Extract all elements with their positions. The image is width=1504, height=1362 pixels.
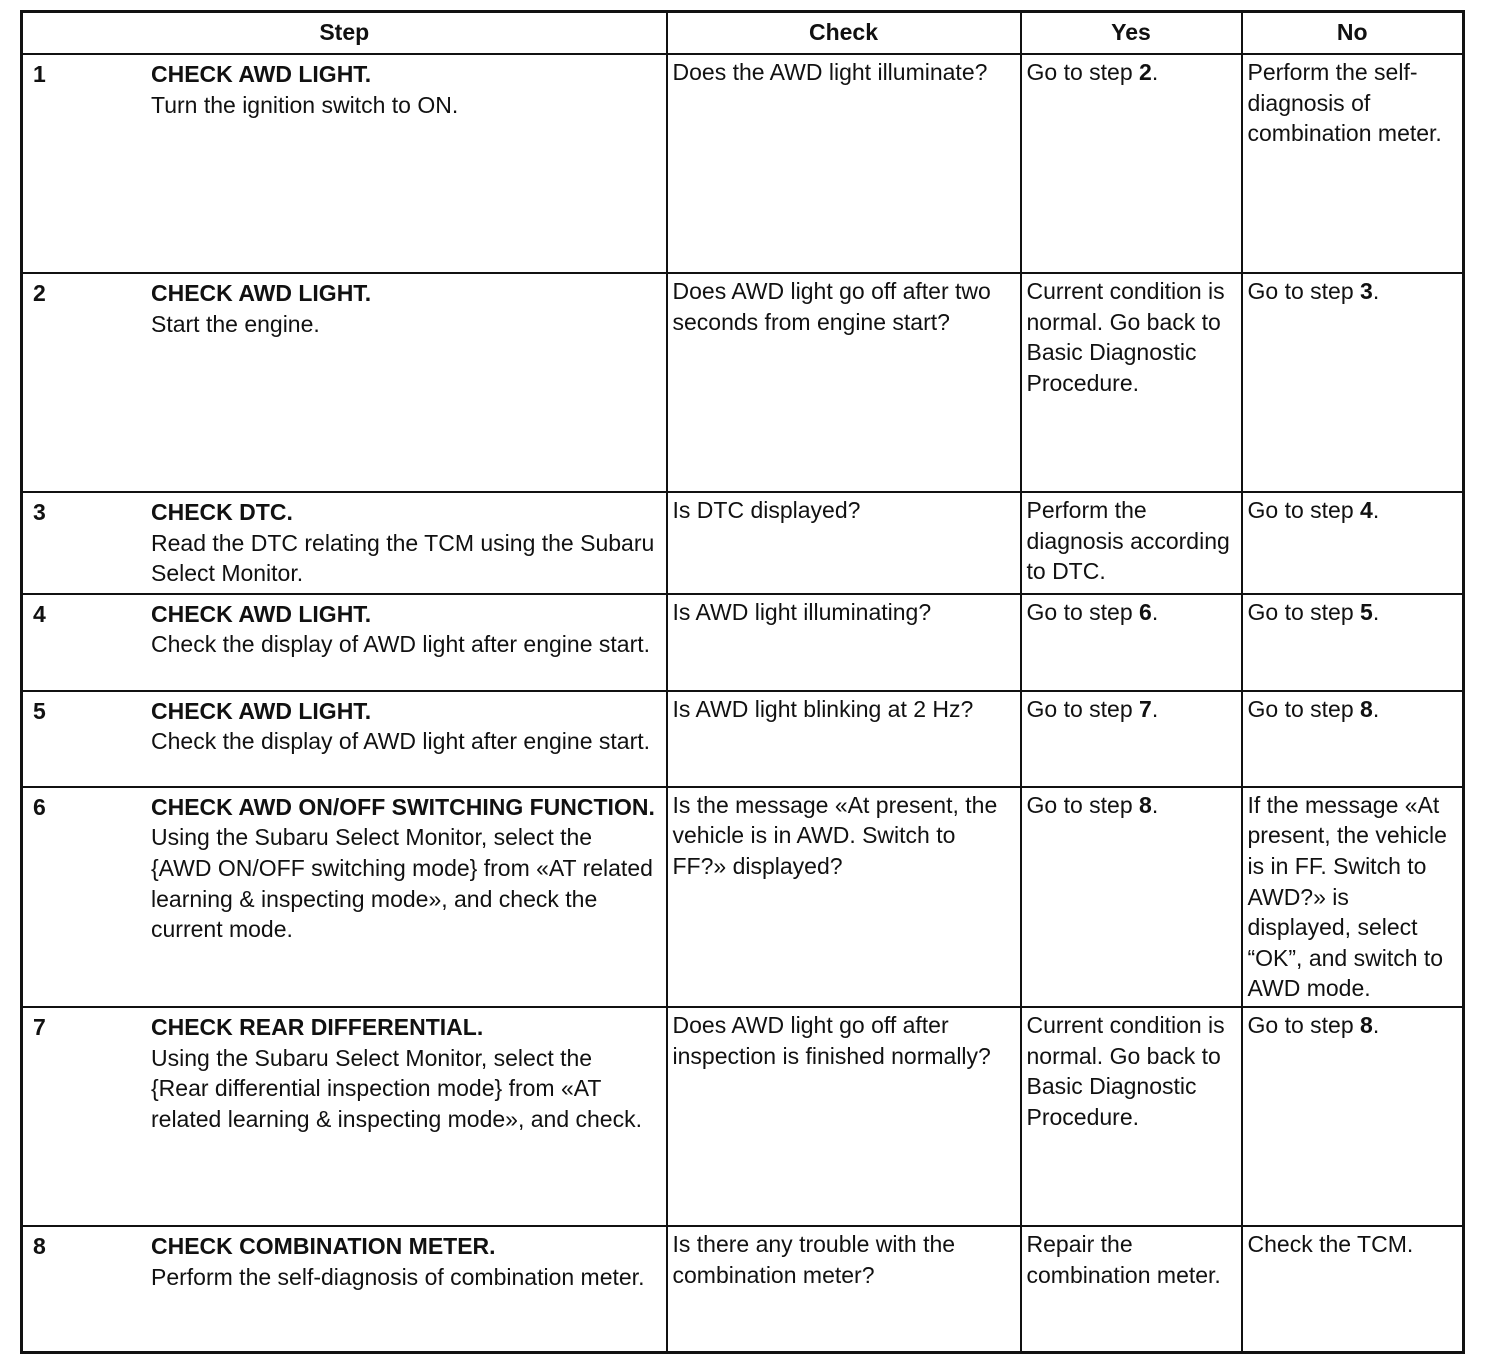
step-number: 7 — [33, 1013, 46, 1040]
no-cell — [1242, 492, 1464, 594]
yes-text: Go to step — [1026, 598, 1140, 625]
step-description: Check the display of AWD light after engine start. — [151, 631, 651, 658]
no-suffix: . — [1372, 1011, 1380, 1038]
table-row — [22, 492, 1464, 594]
yes-text: Repair the combination meter. — [1026, 1230, 1221, 1288]
step-cell — [22, 1226, 667, 1353]
yes-cell — [1021, 594, 1242, 691]
check-cell: Does AWD light go off after two seconds from engine start? — [667, 273, 1021, 492]
step-description: Using the Subaru Select Monitor, select the {Rear differential inspection mode} from «AT related learning & inspecting mode», and check. — [151, 1044, 642, 1132]
header-yes: Yes — [1021, 12, 1242, 55]
step-number: 4 — [33, 600, 46, 627]
step-title: CHECK AWD LIGHT. — [151, 280, 372, 306]
table-body — [22, 54, 1464, 1353]
no-step-ref: 8 — [1360, 1011, 1373, 1038]
no-cell — [1242, 691, 1464, 787]
step-cell — [22, 492, 667, 594]
no-text: Go to step — [1247, 1011, 1361, 1038]
check-cell: Is the message «At present, the vehicle is in AWD. Switch to FF?» displayed? — [667, 787, 1021, 1007]
no-cell — [1242, 594, 1464, 691]
yes-text: Go to step — [1026, 695, 1140, 722]
yes-cell — [1021, 691, 1242, 787]
yes-text: Current condition is normal. Go back to Basic Diagnostic Procedure. — [1026, 1011, 1225, 1130]
step-number: 2 — [33, 280, 46, 306]
step-description: Read the DTC relating the TCM using the Subaru Select Monitor. — [151, 529, 655, 587]
table-row — [22, 787, 1464, 1007]
step-description: Using the Subaru Select Monitor, select the {AWD ON/OFF switching mode} from «AT related learning & inspecting mode», and check the current mode. — [151, 824, 653, 943]
step-title: CHECK COMBINATION METER. — [151, 1232, 496, 1259]
yes-step-ref: 6 — [1139, 598, 1152, 625]
table-row — [22, 594, 1464, 691]
table-row — [22, 1226, 1464, 1353]
check-cell: Does the AWD light illuminate? — [667, 54, 1021, 273]
no-text: If the message «At present, the vehicle is in FF. Switch to AWD?» is displayed, select “OK”, and switch to AWD mode. — [1247, 791, 1447, 1002]
yes-suffix: . — [1151, 59, 1159, 85]
header-step: Step — [22, 12, 667, 55]
no-suffix: . — [1372, 695, 1380, 722]
step-number: 1 — [33, 61, 46, 87]
no-cell — [1242, 273, 1464, 492]
yes-step-ref: 2 — [1139, 59, 1152, 85]
step-description: Turn the ignition switch to ON. — [151, 91, 459, 118]
step-description: Start the engine. — [151, 310, 320, 337]
yes-text: Go to step — [1026, 791, 1140, 818]
header-row — [22, 12, 1464, 55]
yes-text: Perform the diagnosis according to DTC. — [1026, 497, 1230, 585]
diagnostic-table — [20, 10, 1465, 1354]
no-cell — [1242, 787, 1464, 1007]
no-text: Go to step — [1247, 278, 1361, 304]
yes-text: Current condition is normal. Go back to Basic Diagnostic Procedure. — [1026, 278, 1225, 396]
header-check: Check — [667, 12, 1021, 55]
yes-step-ref: 8 — [1139, 791, 1152, 818]
yes-cell — [1021, 492, 1242, 594]
check-cell: Is AWD light blinking at 2 Hz? — [667, 691, 1021, 787]
no-suffix: . — [1372, 497, 1380, 523]
step-cell — [22, 1007, 667, 1226]
step-cell — [22, 691, 667, 787]
step-number: 6 — [33, 793, 46, 820]
no-suffix: . — [1372, 598, 1380, 625]
yes-cell — [1021, 273, 1242, 492]
yes-step-ref: 7 — [1139, 695, 1152, 722]
table-row — [22, 273, 1464, 492]
check-cell: Is AWD light illuminating? — [667, 594, 1021, 691]
table-row — [22, 691, 1464, 787]
no-text: Go to step — [1247, 695, 1361, 722]
no-text: Go to step — [1247, 598, 1361, 625]
step-cell — [22, 54, 667, 273]
no-step-ref: 8 — [1360, 695, 1373, 722]
step-title: CHECK AWD LIGHT. — [151, 697, 372, 724]
yes-cell — [1021, 1007, 1242, 1226]
step-title: CHECK REAR DIFFERENTIAL. — [151, 1013, 484, 1040]
check-cell: Is there any trouble with the combination meter? — [667, 1226, 1021, 1353]
step-cell — [22, 273, 667, 492]
no-step-ref: 5 — [1360, 598, 1373, 625]
no-step-ref: 3 — [1360, 278, 1373, 304]
step-cell — [22, 594, 667, 691]
step-description: Check the display of AWD light after engine start. — [151, 728, 651, 755]
no-step-ref: 4 — [1360, 497, 1373, 523]
step-description: Perform the self-diagnosis of combination meter. — [151, 1263, 645, 1290]
no-text: Perform the self-diagnosis of combination meter. — [1247, 59, 1442, 147]
step-number: 8 — [33, 1232, 46, 1259]
no-text: Go to step — [1247, 497, 1361, 523]
header-no: No — [1242, 12, 1464, 55]
no-cell — [1242, 1226, 1464, 1353]
check-cell: Is DTC displayed? — [667, 492, 1021, 594]
no-cell — [1242, 54, 1464, 273]
yes-suffix: . — [1151, 695, 1159, 722]
check-cell: Does AWD light go off after inspection is finished normally? — [667, 1007, 1021, 1226]
table-row — [22, 1007, 1464, 1226]
step-title: CHECK AWD LIGHT. — [151, 600, 372, 627]
yes-cell — [1021, 1226, 1242, 1353]
yes-cell — [1021, 787, 1242, 1007]
yes-suffix: . — [1151, 791, 1159, 818]
yes-text: Go to step — [1026, 59, 1140, 85]
no-cell — [1242, 1007, 1464, 1226]
step-number: 5 — [33, 697, 46, 724]
no-suffix: . — [1372, 278, 1380, 304]
yes-cell — [1021, 54, 1242, 273]
step-title: CHECK DTC. — [151, 499, 293, 525]
no-text: Check the TCM. — [1247, 1230, 1414, 1257]
step-cell — [22, 787, 667, 1007]
step-title: CHECK AWD LIGHT. — [151, 61, 372, 87]
step-number: 3 — [33, 499, 46, 525]
table-row — [22, 54, 1464, 273]
yes-suffix: . — [1151, 598, 1159, 625]
step-title: CHECK AWD ON/OFF SWITCHING FUNCTION. — [151, 793, 655, 820]
